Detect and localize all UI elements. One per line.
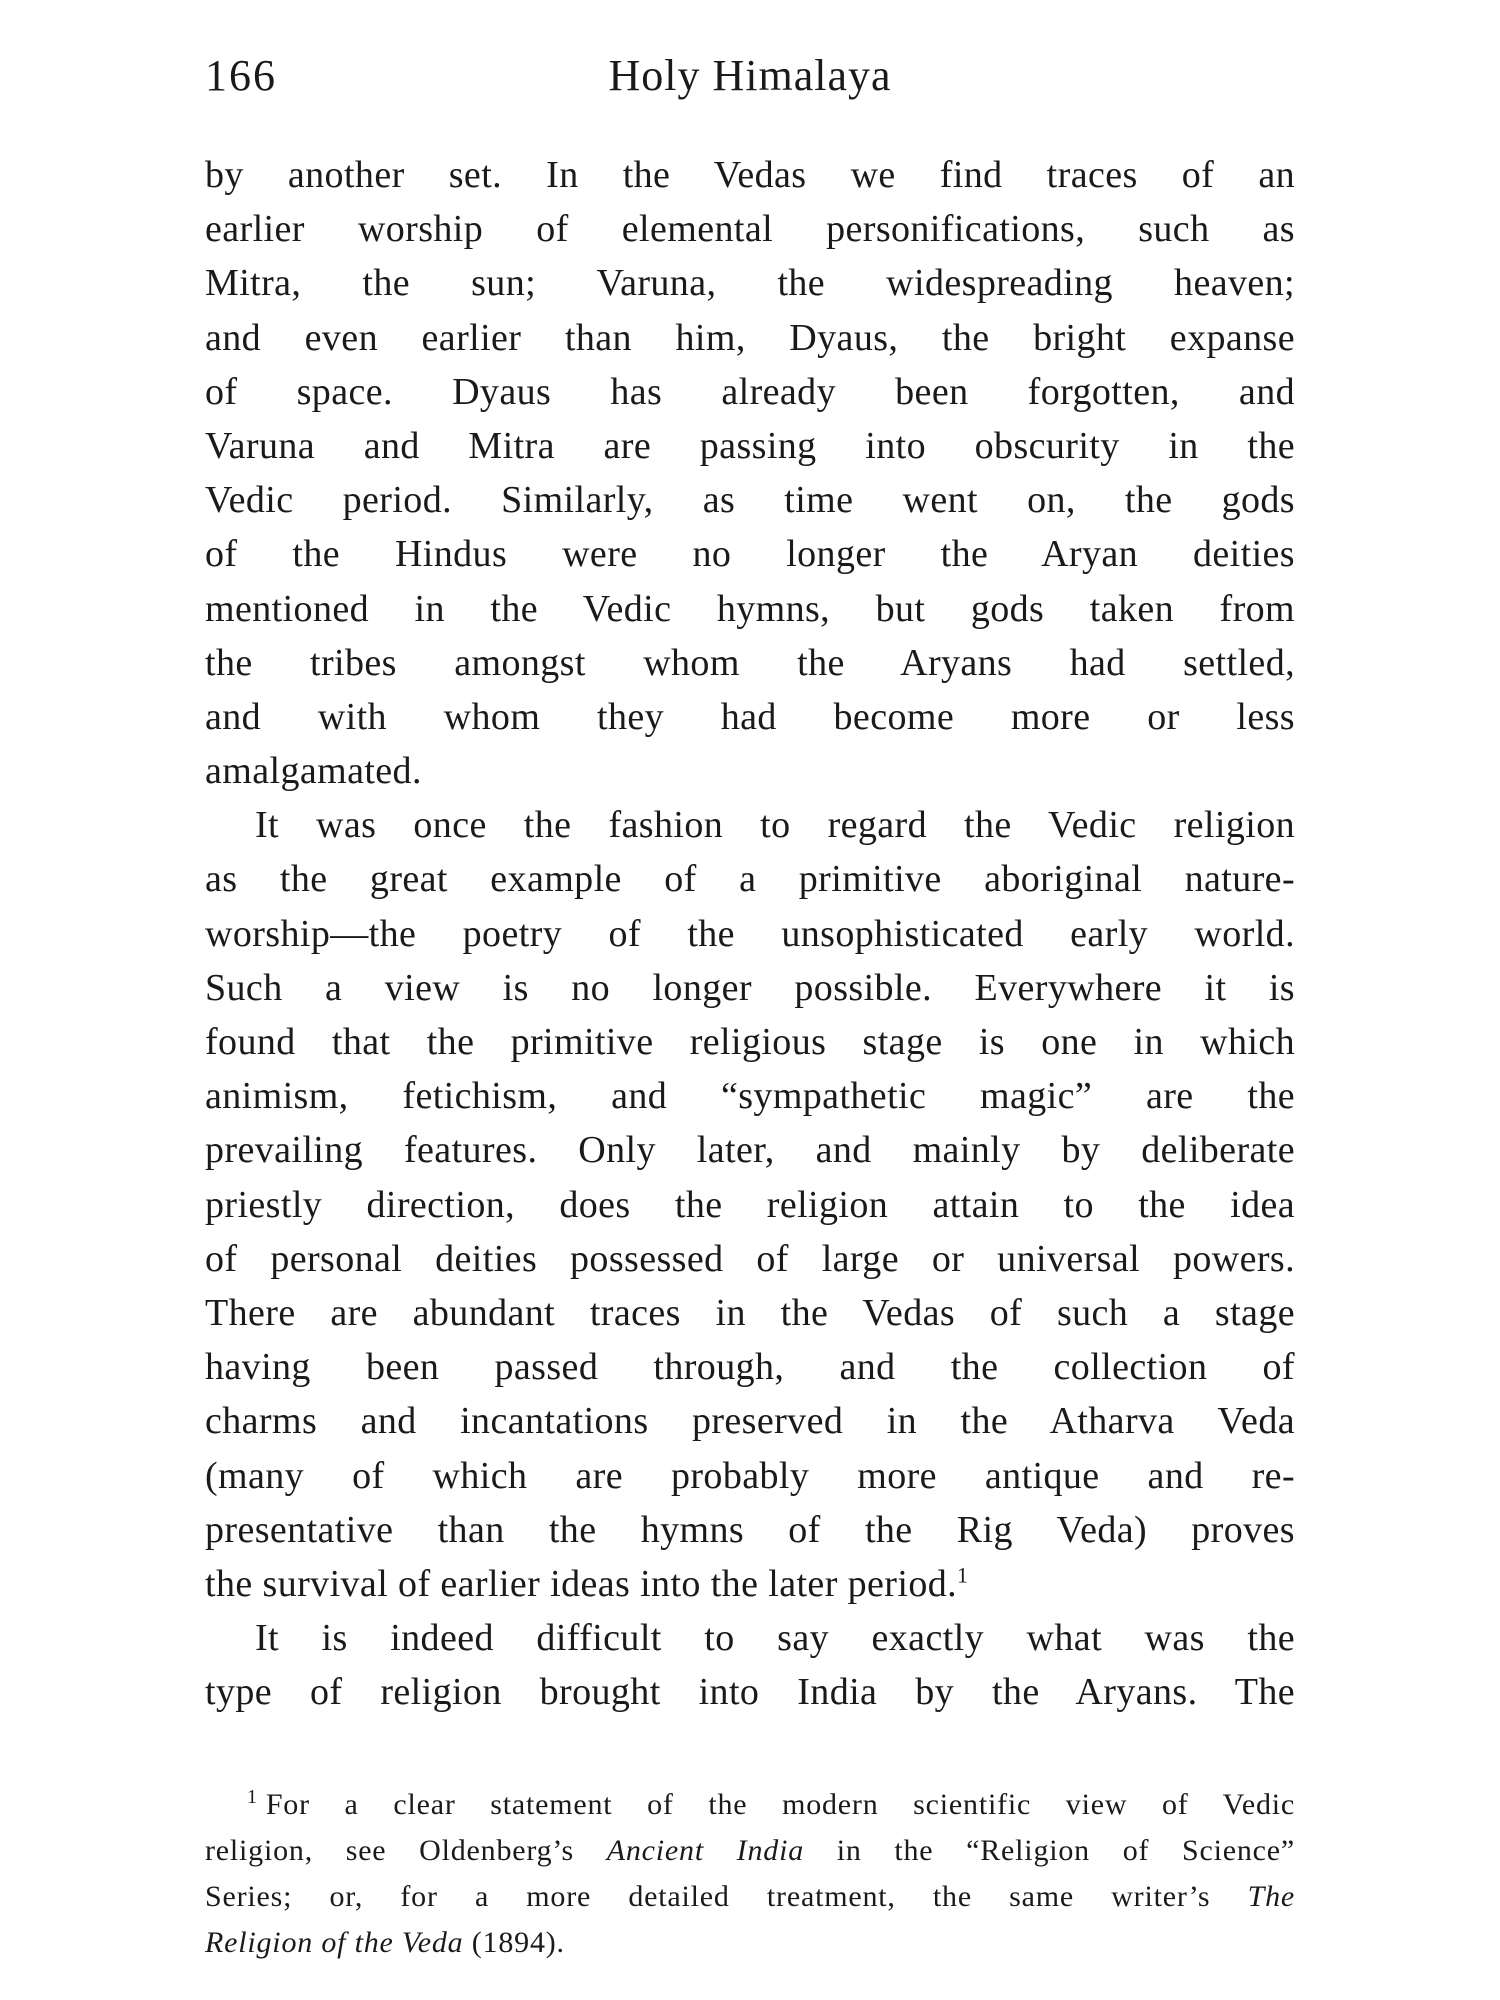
text-line: and even earlier than him, Dyaus, the bright expanse [205, 316, 1295, 359]
footnote-text: (1894). [463, 1926, 565, 1959]
text-line: of personal deities possessed of large or universal powers. [205, 1237, 1295, 1280]
text-line: by another set. In the Vedas we find traces of an [205, 154, 1295, 196]
text-line: of the Hindus were no longer the Aryan deities [205, 533, 1295, 576]
text-line: There are abundant traces in the Vedas of such a stage [205, 1291, 1295, 1334]
text-line: Mitra, the sun; Varuna, the widespreading heaven; [205, 262, 1295, 305]
footnote-number: 1 [247, 1786, 258, 1808]
text-line: mentioned in the Vedic hymns, but gods taken from [205, 587, 1295, 630]
running-title: Holy Himalaya [608, 51, 892, 100]
text-line: presentative than the hymns of the Rig Veda) proves [205, 1508, 1295, 1551]
text-line: and with whom they had become more or less [205, 695, 1295, 738]
running-head [205, 50, 1295, 110]
footnote-line [205, 1874, 1295, 1920]
text-line: priestly direction, does the religion attain to the idea [205, 1183, 1295, 1226]
text-line: amalgamated. [205, 750, 422, 793]
body-text [205, 148, 1295, 1719]
text-line: type of religion brought into India by the Aryans. The [205, 1671, 1295, 1714]
line-text: the survival of earlier ideas into the later period. [205, 1562, 958, 1605]
text-line: (many of which are probably more antique and re- [205, 1454, 1295, 1497]
footnote-reference[interactable]: 1 [957, 1562, 969, 1588]
footnote-text: religion, see Oldenberg’s [205, 1834, 607, 1867]
footnote-text: For a clear statement of the modern scientific view of Vedic [265, 1788, 1295, 1821]
footnote-line [205, 1828, 1295, 1874]
text-line: worship—the poetry of the unsophisticated early world. [205, 912, 1295, 955]
paragraph-start-line: It is indeed difficult to say exactly what was the [255, 1617, 1295, 1660]
page-number: 166 [205, 51, 277, 100]
footnote-line [205, 1920, 1295, 1966]
paragraph-start-line: It was once the fashion to regard the Vedic religion [255, 804, 1295, 847]
text-line: prevailing features. Only later, and mainly by deliberate [205, 1129, 1295, 1172]
text-line: Such a view is no longer possible. Everywhere it is [205, 966, 1295, 1009]
text-line: Vedic period. Similarly, as time went on, the gods [205, 479, 1295, 522]
text-line: charms and incantations preserved in the Atharva Veda [205, 1400, 1295, 1443]
text-line-with-footnote-ref [205, 1557, 1295, 1611]
text-line: found that the primitive religious stage is one in which [205, 1021, 1295, 1063]
text-line: having been passed through, and the collection of [205, 1346, 1295, 1389]
text-line: Varuna and Mitra are passing into obscurity in the [205, 424, 1295, 467]
footnote-text: Series; or, for a more detailed treatment, the same writer’s [205, 1880, 1248, 1913]
text-line: earlier worship of elemental personifications, such as [205, 208, 1295, 251]
footnote-book-title: The [1247, 1880, 1295, 1913]
text-line: as the great example of a primitive aboriginal nature- [205, 858, 1295, 901]
text-line: of space. Dyaus has already been forgotten, and [205, 370, 1295, 413]
footnote-line [205, 1782, 1295, 1828]
footnote-book-title: Ancient India [606, 1834, 805, 1867]
footnote [205, 1782, 1295, 1966]
text-line: the tribes amongst whom the Aryans had settled, [205, 641, 1295, 684]
footnote-text: in the “Religion of Science” [804, 1834, 1295, 1867]
footnote-book-title: Religion of the Veda [205, 1926, 464, 1959]
text-line: animism, fetichism, and “sympathetic magic” are the [205, 1075, 1295, 1118]
